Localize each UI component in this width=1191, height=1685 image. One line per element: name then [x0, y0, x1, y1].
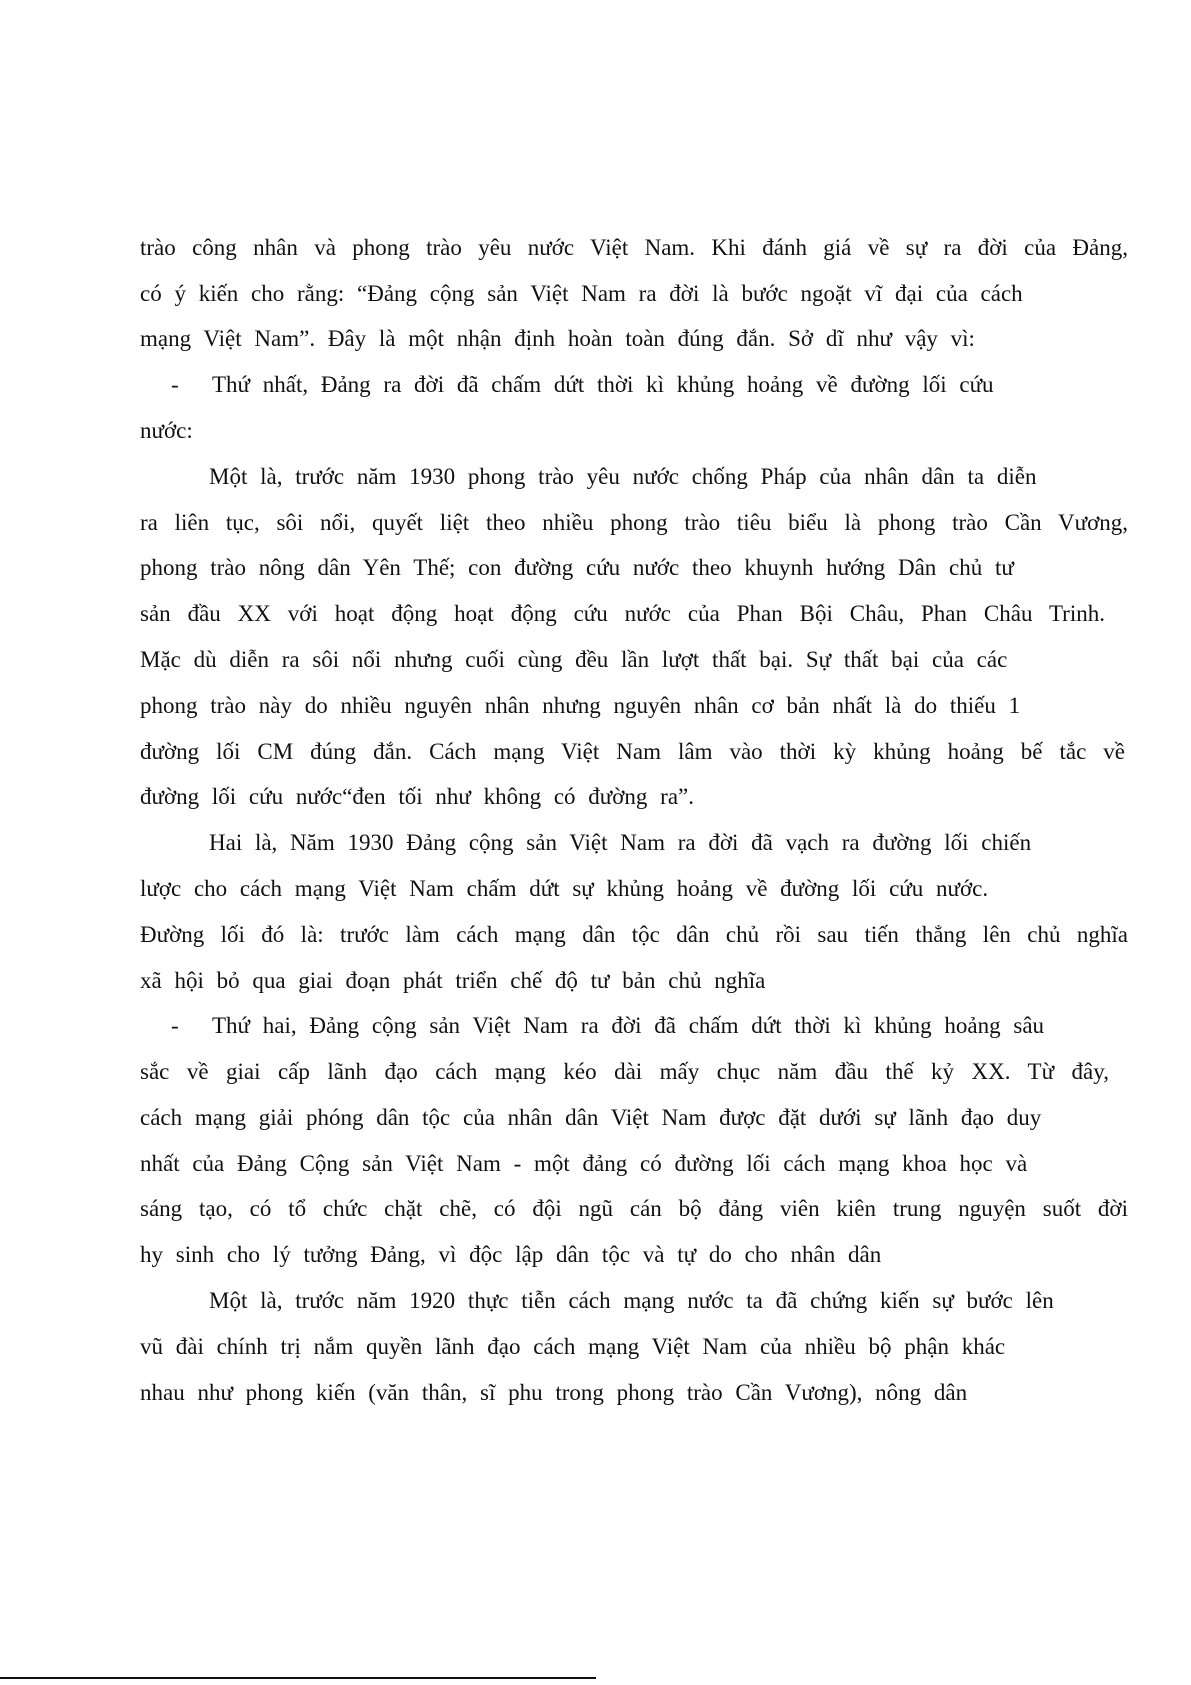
footnote-separator [0, 1677, 596, 1679]
text-line: Hai là, Năm 1930 Đảng cộng sản Việt Nam ra đời đã vạch ra đường lối chiến [209, 830, 1032, 855]
text-line: lược cho cách mạng Việt Nam chấm dứt sự khủng hoảng về đường lối cứu nước. [140, 876, 989, 901]
sub-bullet-item [177, 1286, 1054, 1316]
sub-bullet-item [177, 828, 1031, 858]
text-line: phong trào này do nhiều nguyên nhân nhưng nguyên nhân cơ bản nhất là do thiếu 1 [140, 693, 1021, 718]
text-line: xã hội bỏ qua giai đoạn phát triển chế độ tư bản chủ nghĩa [140, 968, 766, 993]
text-line: Một là, trước năm 1930 phong trào yêu nước chống Pháp của nhân dân ta diễn [209, 464, 1037, 489]
text-line: Mặc dù diễn ra sôi nổi nhưng cuối cùng đều lần lượt thất bại. Sự thất bại của các [140, 647, 1008, 672]
dash-marker: - [171, 1013, 179, 1038]
text-line: nước: [140, 418, 193, 443]
text-line: phong trào nông dân Yên Thế; con đường cứu nước theo khuynh hướng Dân chủ tư [140, 555, 1014, 580]
text-line: Thứ nhất, Đảng ra đời đã chấm dứt thời kì khủng hoảng về đường lối cứu [212, 372, 994, 397]
text-line: trào công nhân và phong trào yêu nước Việt Nam. Khi đánh giá về sự ra đời của Đảng, [140, 235, 1128, 260]
text-line: mạng Việt Nam”. Đây là một nhận định hoàn toàn đúng đắn. Sở dĩ như vậy vì: [140, 326, 975, 351]
text-line: sáng tạo, có tổ chức chặt chẽ, có đội ngũ cán bộ đảng viên kiên trung nguyện suốt đời [140, 1196, 1128, 1221]
text-line: đường lối CM đúng đắn. Cách mạng Việt Nam lâm vào thời kỳ khủng hoảng bế tắc về [140, 739, 1125, 764]
text-line: đường lối cứu nước“đen tối như không có đường ra”. [140, 784, 694, 809]
text-line: Thứ hai, Đảng cộng sản Việt Nam ra đời đã chấm dứt thời kì khủng hoảng sâu [212, 1013, 1045, 1038]
dash-marker: - [171, 372, 179, 397]
text-line: có ý kiến cho rằng: “Đảng cộng sản Việt Nam ra đời là bước ngoặt vĩ đại của cách [140, 281, 1023, 306]
text-line: hy sinh cho lý tưởng Đảng, vì độc lập dân tộc và tự do cho nhân dân [140, 1242, 882, 1267]
text-line: vũ đài chính trị nắm quyền lãnh đạo cách mạng Việt Nam của nhiều bộ phận khác [140, 1334, 1006, 1359]
text-line: sắc về giai cấp lãnh đạo cách mạng kéo dài mấy chục năm đầu thế kỷ XX. Từ đây, [140, 1059, 1109, 1084]
text-line: Đường lối đó là: trước làm cách mạng dân tộc dân chủ rồi sau tiến thẳng lên chủ nghĩa [140, 922, 1128, 947]
text-line: Một là, trước năm 1920 thực tiễn cách mạng nước ta đã chứng kiến sự bước lên [209, 1288, 1054, 1313]
text-line: sản đầu XX với hoạt động hoạt động cứu nước của Phan Bội Châu, Phan Châu Trinh. [140, 601, 1105, 626]
text-line: cách mạng giải phóng dân tộc của nhân dân Việt Nam được đặt dưới sự lãnh đạo duy [140, 1105, 1042, 1130]
text-line: nhau như phong kiến (văn thân, sĩ phu trong phong trào Cần Vương), nông dân [140, 1380, 968, 1405]
dash-list-item [171, 1011, 1044, 1041]
text-line: ra liên tục, sôi nổi, quyết liệt theo nhiều phong trào tiêu biểu là phong trào Cần Vương, [140, 510, 1128, 535]
sub-bullet-item [177, 462, 1036, 492]
dash-list-item [171, 370, 994, 400]
text-line: nhất của Đảng Cộng sản Việt Nam - một đảng có đường lối cách mạng khoa học và [140, 1151, 1028, 1176]
